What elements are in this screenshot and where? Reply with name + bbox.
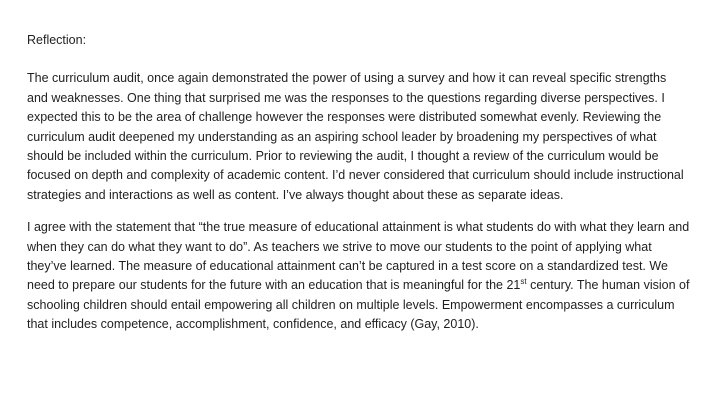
paragraph2-text-start: I agree with the statement that “the true measure of educational attainment is what students do with what they learn and when they can do what they want to do”. As teachers we strive to move our students to the point of applying what they’ve learned. The measure of educational attainment can’t be captured in a test score on a standardized test. We need to prepare our students for the future with an education that is meaningful for the 21: [27, 220, 690, 293]
reflection-heading: Reflection:: [27, 33, 87, 47]
paragraph2-text-end: century. The human vision of schooling children should entail empowering all children on multiple levels. Empowerment encompasses a curriculum that includes competence, accomplishment, confidence, and efficacy (Gay, 2010).: [27, 278, 690, 332]
paragraph-educational-attainment: [27, 218, 690, 334]
ordinal-superscript: st: [520, 277, 527, 287]
paragraph-curriculum-audit: The curriculum audit, once again demonstrated the power of using a survey and how it can reveal specific strengths and weaknesses. One thing that surprised me was the responses to the questions regarding diverse perspectives. I expected this to be the area of challenge however the responses were distributed somewhat evenly. Reviewing the curriculum audit deepened my understanding as an aspiring school leader by broadening my perspectives of what should be included within the curriculum. Prior to reviewing the audit, I thought a review of the curriculum would be focused on depth and complexity of academic content. I’d never considered that curriculum should include instructional strategies and interactions as well as content. I’ve always thought about these as separate ideas.: [27, 71, 684, 202]
